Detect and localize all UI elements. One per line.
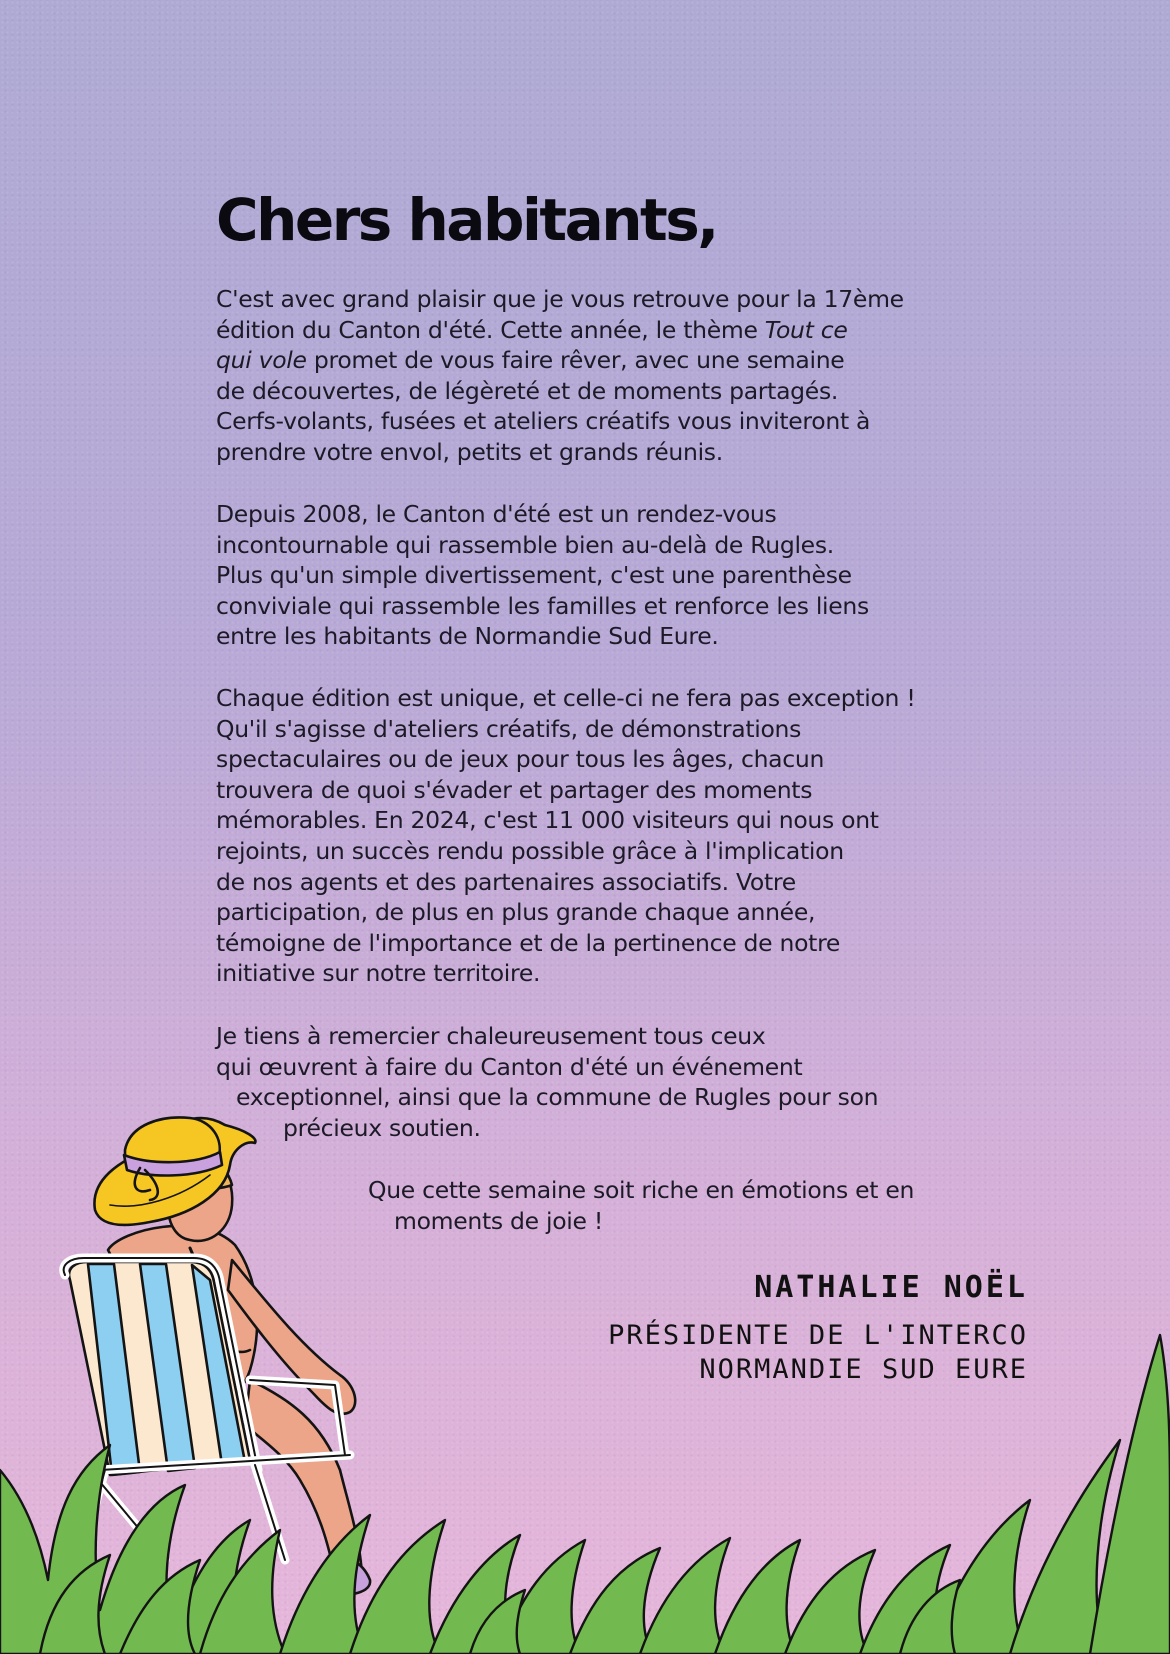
text-segment: édition du Canton d'été. Cette année, le thème bbox=[216, 315, 765, 344]
text-line: qui œuvrent à faire du Canton d'été un événement bbox=[216, 1052, 803, 1081]
text-line: Qu'il s'agisse d'ateliers créatifs, de démonstrations bbox=[216, 714, 802, 743]
signature-name: NATHALIE NOËL bbox=[754, 1270, 1028, 1305]
text-line: Plus qu'un simple divertissement, c'est une parenthèse bbox=[216, 561, 852, 590]
text-line bbox=[216, 315, 904, 346]
text-line: Que cette semaine soit riche en émotions et en bbox=[368, 1176, 915, 1204]
text-line: C'est avec grand plaisir que je vous retrouve pour la 17ème bbox=[216, 285, 904, 313]
text-line: précieux soutien. bbox=[283, 1113, 481, 1142]
signature-organization: NORMANDIE SUD EURE bbox=[699, 1354, 1028, 1385]
text-line: Chaque édition est unique, et celle-ci ne fera pas exception ! bbox=[216, 684, 916, 712]
text-line: participation, de plus en plus grande chaque année, bbox=[216, 898, 816, 927]
text-line: trouvera de quoi s'évader et partager des moments bbox=[216, 775, 813, 804]
woman-in-deckchair-illustration bbox=[64, 1117, 370, 1594]
text-line: rejoints, un succès rendu possible grâce à l'implication bbox=[216, 836, 844, 865]
text-line: incontournable qui rassemble bien au-delà de Rugles. bbox=[216, 530, 834, 559]
text-line: Je tiens à remercier chaleureusement tous ceux bbox=[216, 1022, 766, 1050]
paragraph-history bbox=[216, 499, 869, 652]
theme-title: qui vole bbox=[216, 346, 307, 375]
text-line: témoigne de l'importance et de la pertinence de notre bbox=[216, 928, 841, 957]
paragraph-thanks bbox=[216, 1021, 878, 1143]
text-line: mémorables. En 2024, c'est 11 000 visiteurs qui nous ont bbox=[216, 806, 879, 835]
text-segment: promet de vous faire rêver, avec une semaine bbox=[306, 346, 845, 375]
paragraph-intro bbox=[216, 284, 904, 468]
text-line: moments de joie ! bbox=[394, 1206, 603, 1235]
text-line: spectaculaires ou de jeux pour tous les âges, chacun bbox=[216, 745, 825, 774]
theme-title: Tout ce bbox=[764, 315, 848, 344]
paragraph-closing bbox=[368, 1175, 914, 1236]
signature-role: PRÉSIDENTE DE L'INTERCO bbox=[608, 1320, 1028, 1351]
paragraph-program bbox=[216, 683, 915, 989]
text-line: Cerfs-volants, fusées et ateliers créatifs vous inviteront à bbox=[216, 407, 871, 436]
text-line: conviviale qui rassemble les familles et renforce les liens bbox=[216, 591, 869, 620]
text-line: Depuis 2008, le Canton d'été est un rendez-vous bbox=[216, 500, 777, 528]
text-line: prendre votre envol, petits et grands réunis. bbox=[216, 437, 723, 466]
text-line: de nos agents et des partenaires associatifs. Votre bbox=[216, 867, 796, 896]
text-line: exceptionnel, ainsi que la commune de Rugles pour son bbox=[236, 1083, 879, 1112]
text-line bbox=[216, 345, 904, 376]
page-title: Chers habitants, bbox=[216, 186, 717, 254]
text-line: entre les habitants de Normandie Sud Eure. bbox=[216, 622, 719, 651]
text-line: initiative sur notre territoire. bbox=[216, 959, 541, 988]
text-line: de découvertes, de légèreté et de moments partagés. bbox=[216, 376, 839, 405]
